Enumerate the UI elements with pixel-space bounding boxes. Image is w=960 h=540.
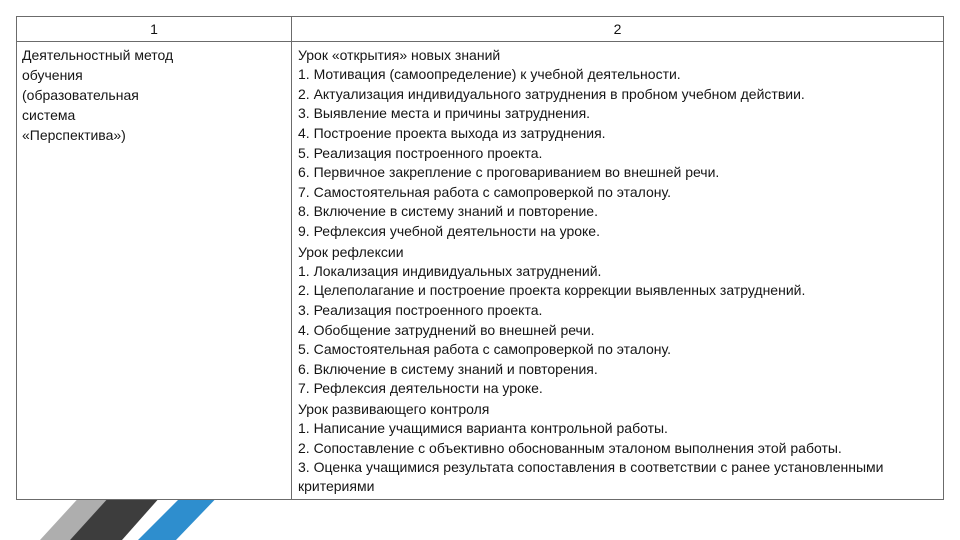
list-item: 2. Актуализация индивидуального затруднения в пробном учебном действии. <box>298 85 805 102</box>
table-header-row <box>17 17 944 42</box>
section-title: Урок рефлексии <box>298 243 404 260</box>
list-item: 9. Рефлексия учебной деятельности на уроке. <box>298 222 600 239</box>
list-item: 3. Выявление места и причины затруднения. <box>298 105 591 122</box>
lesson-structure-cell <box>292 42 944 500</box>
list-item: 6. Включение в систему знаний и повторения. <box>298 360 598 377</box>
header-cell-2 <box>292 17 944 42</box>
list-item: 4. Обобщение затруднений во внешней речи. <box>298 321 595 338</box>
table-body-row <box>17 42 944 500</box>
list-item: 8. Включение в систему знаний и повторение. <box>298 203 598 220</box>
header-label-1: 1 <box>150 21 158 37</box>
header-cell-1 <box>17 17 292 42</box>
list-item: 6. Первичное закрепление с проговариванием во внешней речи. <box>298 164 720 181</box>
list-item: 7. Рефлексия деятельности на уроке. <box>298 380 543 397</box>
list-item: 1. Мотивация (самоопределение) к учебной деятельности. <box>298 66 681 83</box>
list-item: 1. Локализация индивидуальных затруднений. <box>298 262 602 279</box>
list-item: 5. Реализация построенного проекта. <box>298 144 543 161</box>
list-item: 1. Написание учащимися варианта контрольной работы. <box>298 420 668 437</box>
lesson-structure <box>292 42 943 496</box>
list-item: 3. Оценка учащимися результата сопоставления в соответствии с ранее установленными критериями <box>298 459 884 495</box>
section-title: Урок «открытия» новых знаний <box>298 47 501 63</box>
section-title: Урок развивающего контроля <box>298 400 490 417</box>
list-item: 4. Построение проекта выхода из затруднения. <box>298 124 606 141</box>
list-item: 3. Реализация построенного проекта. <box>298 301 543 318</box>
list-item: 2. Целеполагание и построение проекта коррекции выявленных затруднений. <box>298 282 806 299</box>
list-item: 2. Сопоставление с объективно обоснованным эталоном выполнения этой работы. <box>298 439 842 456</box>
list-item: 5. Самостоятельная работа с самопроверкой по эталону. <box>298 341 672 358</box>
method-name: Деятельностный метод обучения (образовательная система «Перспектива») <box>22 47 174 143</box>
method-cell <box>17 42 292 500</box>
method-table <box>16 16 944 500</box>
header-label-2: 2 <box>613 21 622 37</box>
list-item: 7. Самостоятельная работа с самопроверкой по эталону. <box>298 183 672 200</box>
